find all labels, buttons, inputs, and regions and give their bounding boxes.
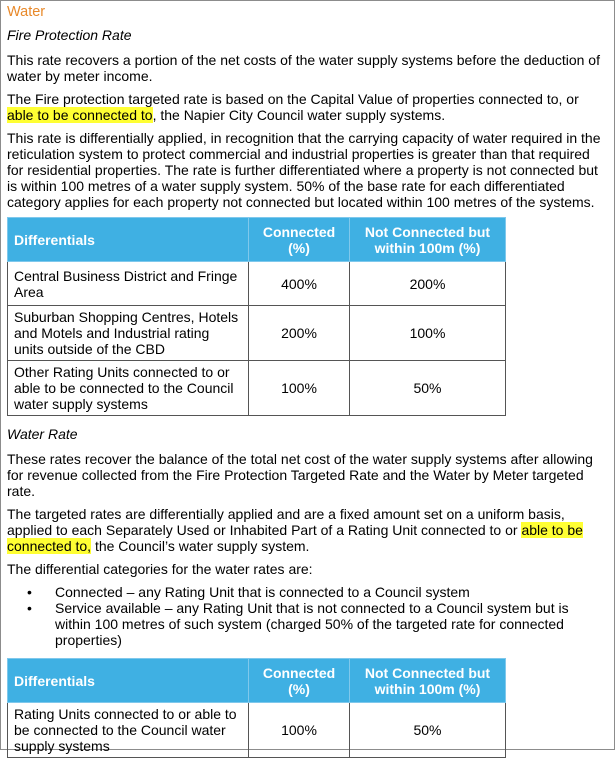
header-not-connected: Not Connected but within 100m (%) [350,659,506,703]
cell-differential: Suburban Shopping Centres, Hotels and Motels and Industrial rating units outside of the CBD [8,306,249,361]
fire-p2-text-end: , the Napier City Council water supply systems. [152,107,446,123]
water-paragraph-1: These rates recover the balance of the total net cost of the water supply systems after allowing for revenue collected from the Fire Protection Targeted Rate and the Water by Meter targeted rate. [7,451,593,499]
fire-differentials-table [7,217,506,416]
cell-connected: 100% [249,703,350,758]
fire-paragraph-1: This rate recovers a portion of the net costs of the water supply systems before the deduction of water by meter income. [7,52,600,84]
table-row [8,703,506,758]
differential-categories-list [7,584,608,648]
water-p2-text: The targeted rates are differentially applied and are a fixed amount set on a uniform basis, applied to each Separately Used or Inhabited Part of a Rating Unit connected to or [7,506,565,538]
cell-not-connected: 100% [350,306,506,361]
water-paragraph-3: The differential categories for the water rates are: [7,561,313,577]
fire-p2-highlight: able to be connected to [7,107,153,123]
list-item: • Connected – any Rating Unit that is connected to a Council system [7,584,608,600]
water-paragraph-2 [7,506,608,554]
header-not-connected: Not Connected but within 100m (%) [350,218,506,262]
cell-differential: Central Business District and Fringe Area [8,262,249,306]
water-p2-highlight: able to be connected to, [7,522,583,554]
section-title: Water [7,4,46,20]
cell-not-connected: 200% [350,262,506,306]
fire-p2-text: The Fire protection targeted rate is based on the Capital Value of properties connected to, or [7,91,579,107]
fire-protection-heading: Fire Protection Rate [7,27,132,43]
cell-connected: 100% [249,361,350,416]
cell-connected: 200% [249,306,350,361]
table-row [8,306,506,361]
list-item: • Service available – any Rating Unit that is not connected to a Council system but is within 100 metres of such system (charged 50% of the targeted rate for connected properties) [7,600,608,648]
table-row [8,361,506,416]
fire-paragraph-2 [7,91,608,123]
table-header-row [8,218,506,262]
header-connected: Connected (%) [249,659,350,703]
table-row [8,262,506,306]
water-p2-text-end: the Council’s water supply system. [91,538,310,554]
cell-not-connected: 50% [350,703,506,758]
cell-connected: 400% [249,262,350,306]
header-differentials: Differentials [8,218,249,262]
table-header-row [8,659,506,703]
fire-paragraph-3: This rate is differentially applied, in recognition that the carrying capacity of water required in the reticulation system to protect commercial and industrial properties is greater than that required for residential properties. The rate is further differentiated where a property is not connected but is within 100 metres of a water supply system. 50% of the base rate for each differentiated category applies for each property not connected but located within 100 metres of the systems. [7,130,601,210]
cell-differential: Other Rating Units connected to or able to be connected to the Council water supply systems [8,361,249,416]
water-rate-heading: Water Rate [7,426,78,442]
header-connected: Connected (%) [249,218,350,262]
header-differentials: Differentials [8,659,249,703]
cell-not-connected: 50% [350,361,506,416]
cell-differential: Rating Units connected to or able to be connected to the Council water supply systems [8,703,249,758]
water-differentials-table [7,658,506,758]
